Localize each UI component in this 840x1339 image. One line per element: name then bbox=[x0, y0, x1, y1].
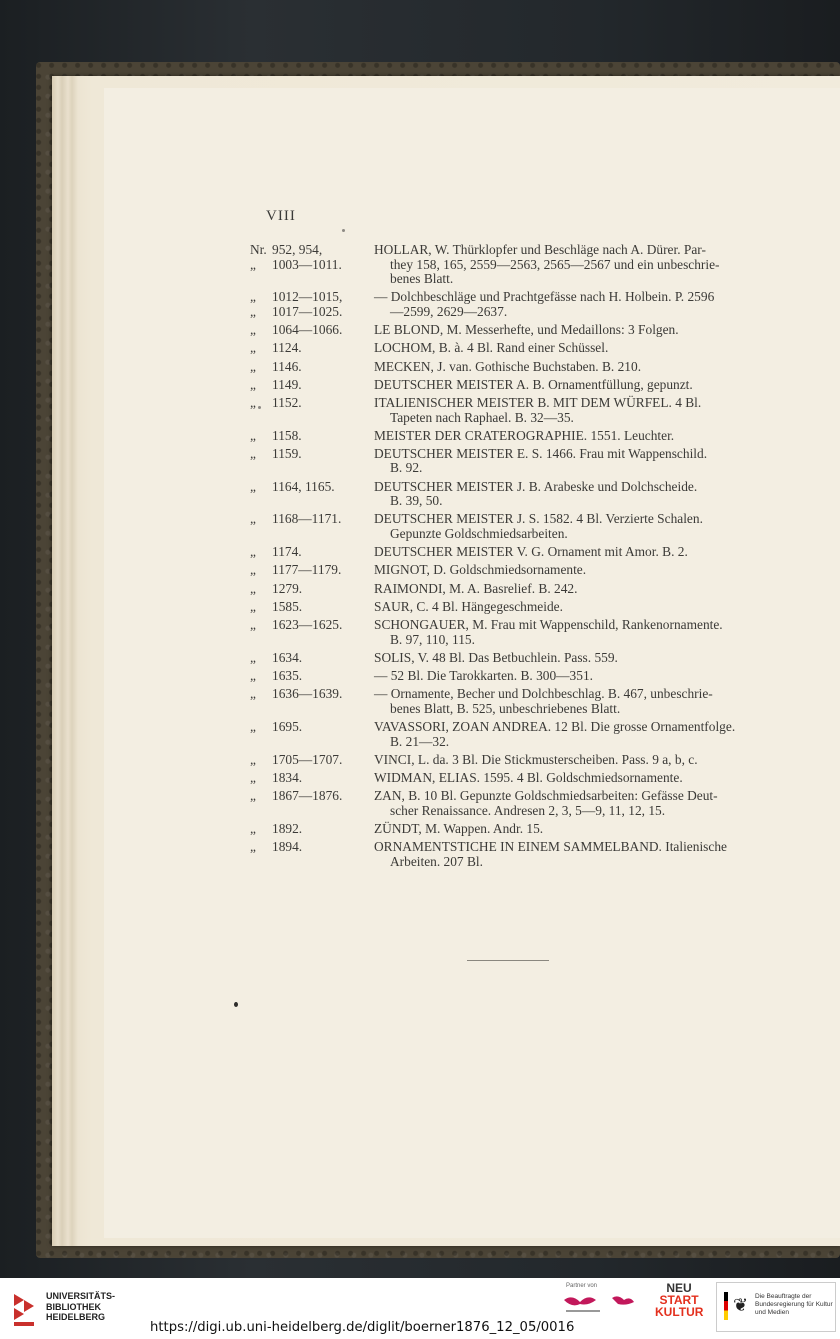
number-prefix: „ bbox=[250, 562, 256, 578]
description-line: —2599, 2629—2637. bbox=[390, 303, 508, 319]
catalog-entry bbox=[250, 396, 770, 425]
entry-numbers bbox=[250, 651, 374, 666]
entry-number-line bbox=[250, 323, 374, 338]
entry-number-line bbox=[250, 396, 374, 411]
entry-numbers bbox=[250, 563, 374, 578]
catalog-number: 1003—1011. bbox=[272, 256, 342, 272]
description-line: DEUTSCHER MEISTER J. S. 1582. 4 Bl. Verzierte Schalen. bbox=[374, 511, 703, 527]
description-line: DEUTSCHER MEISTER A. B. Ornamentfüllung, gepunzt. bbox=[374, 376, 693, 392]
entry-number-line bbox=[250, 447, 374, 462]
entry-numbers bbox=[250, 360, 374, 375]
entry-number-line bbox=[250, 789, 374, 804]
number-prefix: „ bbox=[250, 256, 256, 272]
entry-number-line bbox=[250, 360, 374, 375]
description-line: HOLLAR, W. Thürklopfer und Beschläge nach A. Dürer. Par- bbox=[374, 242, 706, 257]
catalog-number: 1152. bbox=[272, 394, 302, 410]
description-line: — Dolchbeschläge und Prachtgefässe nach H. Holbein. P. 2596 bbox=[374, 289, 715, 305]
entry-description bbox=[374, 618, 755, 647]
description-line: SOLIS, V. 48 Bl. Das Betbuchlein. Pass. 559. bbox=[374, 649, 618, 665]
number-prefix: „ bbox=[250, 616, 256, 632]
entry-numbers bbox=[250, 512, 374, 541]
entry-description bbox=[374, 687, 755, 716]
entry-numbers bbox=[250, 480, 374, 509]
entry-description bbox=[374, 771, 755, 786]
number-prefix: „ bbox=[250, 445, 256, 461]
catalog-entry bbox=[250, 840, 770, 869]
description-line: B. 21—32. bbox=[390, 733, 450, 749]
entry-description bbox=[374, 290, 755, 319]
university-library-logo-icon[interactable] bbox=[10, 1290, 38, 1330]
catalog-number: 1279. bbox=[272, 580, 303, 596]
description-line: MEISTER DER CRATEROGRAPHIE. 1551. Leuchter. bbox=[374, 427, 675, 443]
catalog-number: 1168—1171. bbox=[272, 511, 342, 527]
entry-numbers bbox=[250, 669, 374, 684]
catalog-entry bbox=[250, 323, 770, 338]
number-prefix: „ bbox=[250, 478, 256, 494]
entry-description bbox=[374, 563, 755, 578]
entry-numbers bbox=[250, 582, 374, 597]
catalog-number: 1834. bbox=[272, 769, 303, 785]
library-line: HEIDELBERG bbox=[46, 1312, 106, 1322]
number-prefix: „ bbox=[250, 686, 256, 702]
catalog-entry bbox=[250, 480, 770, 509]
ink-speck bbox=[342, 229, 345, 232]
entry-number-line bbox=[250, 687, 374, 702]
catalog-entry bbox=[250, 447, 770, 476]
catalog-entry bbox=[250, 822, 770, 837]
catalog-number: 1017—1025. bbox=[272, 303, 343, 319]
number-prefix: „ bbox=[250, 427, 256, 443]
number-prefix: Nr. bbox=[250, 242, 267, 257]
entry-description bbox=[374, 378, 755, 393]
number-prefix: „ bbox=[250, 598, 256, 614]
viewer-footer bbox=[0, 1278, 840, 1339]
catalog-entry bbox=[250, 618, 770, 647]
catalog-entry bbox=[250, 341, 770, 356]
catalog-number: 1623—1625. bbox=[272, 616, 343, 632]
description-line: MIGNOT, D. Goldschmiedsornamente. bbox=[374, 562, 587, 578]
catalog-number: 1634. bbox=[272, 649, 303, 665]
catalog-entry bbox=[250, 771, 770, 786]
catalog-number: 1705—1707. bbox=[272, 751, 343, 767]
number-prefix: „ bbox=[250, 376, 256, 392]
description-line: DEUTSCHER MEISTER J. B. Arabeske und Dolchscheide. bbox=[374, 478, 698, 494]
catalog-number: 1158. bbox=[272, 427, 302, 443]
catalog-entry bbox=[250, 563, 770, 578]
number-prefix: „ bbox=[250, 839, 256, 855]
entry-numbers bbox=[250, 378, 374, 393]
description-line: DEUTSCHER MEISTER E. S. 1466. Frau mit Wappenschild. bbox=[374, 445, 708, 461]
entry-number-line bbox=[250, 563, 374, 578]
entry-number-line bbox=[250, 582, 374, 597]
number-prefix: „ bbox=[250, 544, 256, 560]
entry-number-line bbox=[250, 771, 374, 786]
entry-number-line bbox=[250, 545, 374, 560]
catalog-number: 1149. bbox=[272, 376, 302, 392]
catalog-number: 1159. bbox=[272, 445, 302, 461]
catalog-entry bbox=[250, 669, 770, 684]
entry-description bbox=[374, 512, 755, 541]
number-prefix: „ bbox=[250, 718, 256, 734]
number-prefix: „ bbox=[250, 394, 256, 410]
entry-description bbox=[374, 447, 755, 476]
partner-label: Partner von bbox=[566, 1283, 598, 1289]
description-line: MECKEN, J. van. Gothische Buchstaben. B. 210. bbox=[374, 358, 642, 374]
number-prefix: „ bbox=[250, 358, 256, 374]
german-flag-icon bbox=[724, 1292, 728, 1320]
catalog-entry bbox=[250, 290, 770, 319]
catalog-entry bbox=[250, 545, 770, 560]
number-prefix: „ bbox=[250, 303, 256, 319]
catalog-entry bbox=[250, 582, 770, 597]
entry-description bbox=[374, 545, 755, 560]
entry-description bbox=[374, 669, 755, 684]
entry-numbers bbox=[250, 618, 374, 647]
description-line: Gepunzte Goldschmiedsarbeiten. bbox=[390, 526, 568, 542]
catalog-entry bbox=[250, 789, 770, 818]
entry-numbers bbox=[250, 323, 374, 338]
description-line: RAIMONDI, M. A. Basrelief. B. 242. bbox=[374, 580, 578, 596]
entry-number-line bbox=[250, 753, 374, 768]
number-prefix: „ bbox=[250, 511, 256, 527]
catalog-number: 1892. bbox=[272, 820, 303, 836]
description-line: Tapeten nach Raphael. B. 32—35. bbox=[390, 409, 574, 425]
catalog-entry bbox=[250, 243, 770, 287]
entry-description bbox=[374, 720, 755, 749]
entry-number-line bbox=[250, 651, 374, 666]
entry-number-line bbox=[250, 290, 374, 305]
description-line: they 158, 165, 2559—2563, 2565—2567 und ein unbeschrie- bbox=[390, 256, 720, 272]
entry-number-line bbox=[250, 720, 374, 735]
description-line: Arbeiten. 207 Bl. bbox=[390, 853, 483, 869]
partner-logo-icon[interactable] bbox=[562, 1292, 642, 1316]
entry-description bbox=[374, 600, 755, 615]
end-rule bbox=[467, 960, 549, 961]
entry-numbers bbox=[250, 687, 374, 716]
neustart-line: START bbox=[659, 1293, 699, 1307]
entry-numbers bbox=[250, 290, 374, 319]
catalog-number: 1585. bbox=[272, 598, 303, 614]
catalog-number: 1174. bbox=[272, 544, 302, 560]
description-line: benes Blatt, B. 525, unbeschriebenes Blatt. bbox=[390, 700, 621, 716]
entry-number-line bbox=[250, 243, 374, 258]
entry-number-line bbox=[250, 480, 374, 495]
entry-numbers bbox=[250, 447, 374, 476]
number-prefix: „ bbox=[250, 820, 256, 836]
ink-dot bbox=[234, 1002, 238, 1007]
entry-number-line bbox=[250, 341, 374, 356]
description-line: B. 92. bbox=[390, 460, 423, 476]
number-prefix: „ bbox=[250, 649, 256, 665]
neustart-kultur-logo[interactable] bbox=[655, 1282, 703, 1332]
catalog-entry bbox=[250, 720, 770, 749]
page-url[interactable]: https://digi.ub.uni-heidelberg.de/diglit/boerner1876_12_05/0016 bbox=[150, 1320, 575, 1335]
description-line: — Ornamente, Becher und Dolchbeschlag. B. 467, unbeschrie- bbox=[374, 686, 713, 702]
description-line: SCHONGAUER, M. Frau mit Wappenschild, Rankenornamente. bbox=[374, 616, 723, 632]
catalog-entry bbox=[250, 600, 770, 615]
entry-numbers bbox=[250, 840, 374, 869]
entry-number-line bbox=[250, 258, 374, 273]
number-prefix: „ bbox=[250, 340, 256, 356]
catalog-entry bbox=[250, 687, 770, 716]
ink-speck bbox=[258, 406, 261, 409]
library-line: BIBLIOTHEK bbox=[46, 1301, 101, 1312]
description-line: — 52 Bl. Die Tarokkarten. B. 300—351. bbox=[374, 667, 593, 683]
number-prefix: „ bbox=[250, 322, 256, 338]
entry-description bbox=[374, 753, 755, 768]
description-line: B. 39, 50. bbox=[390, 493, 443, 509]
description-line: WIDMAN, ELIAS. 1595. 4 Bl. Goldschmiedsornamente. bbox=[374, 769, 683, 785]
entry-numbers bbox=[250, 771, 374, 786]
description-line: LE BLOND, M. Messerhefte, und Medaillons: 3 Folgen. bbox=[374, 322, 679, 338]
catalog-number: 1012—1015, bbox=[272, 289, 343, 305]
description-line: DEUTSCHER MEISTER V. G. Ornament mit Amor. B. 2. bbox=[374, 544, 688, 560]
catalog-entries bbox=[250, 243, 770, 873]
catalog-number: 1635. bbox=[272, 667, 303, 683]
entry-numbers bbox=[250, 789, 374, 818]
number-prefix: „ bbox=[250, 289, 256, 305]
entry-numbers bbox=[250, 753, 374, 768]
entry-numbers bbox=[250, 720, 374, 749]
catalog-number: 1124. bbox=[272, 340, 302, 356]
description-line: benes Blatt. bbox=[390, 271, 454, 287]
entry-number-line bbox=[250, 669, 374, 684]
entry-numbers bbox=[250, 600, 374, 615]
catalog-entry bbox=[250, 429, 770, 444]
description-line: ORNAMENTSTICHE IN EINEM SAMMELBAND. Italienische bbox=[374, 839, 727, 855]
entry-number-line bbox=[250, 840, 374, 855]
entry-numbers bbox=[250, 822, 374, 837]
catalog-number: 1146. bbox=[272, 358, 302, 374]
entry-description bbox=[374, 651, 755, 666]
catalog-number: 952, 954, bbox=[272, 242, 323, 257]
entry-description bbox=[374, 243, 755, 287]
bkm-logo[interactable] bbox=[716, 1282, 836, 1332]
entry-numbers bbox=[250, 341, 374, 356]
entry-numbers bbox=[250, 396, 374, 425]
description-line: ITALIENISCHER MEISTER B. MIT DEM WÜRFEL. 4 Bl. bbox=[374, 394, 702, 410]
description-line: LOCHOM, B. à. 4 Bl. Rand einer Schüssel. bbox=[374, 340, 609, 356]
number-prefix: „ bbox=[250, 667, 256, 683]
description-line: VINCI, L. da. 3 Bl. Die Stickmusterscheiben. Pass. 9 a, b, c. bbox=[374, 751, 698, 767]
description-line: SAUR, C. 4 Bl. Hängegeschmeide. bbox=[374, 598, 563, 614]
catalog-entry bbox=[250, 360, 770, 375]
neustart-line: NEU bbox=[666, 1281, 692, 1295]
catalog-entry bbox=[250, 651, 770, 666]
catalog-entry bbox=[250, 378, 770, 393]
number-prefix: „ bbox=[250, 580, 256, 596]
bkm-label: Die Beauftragte der Bundesregierung für Kultur und Medien bbox=[755, 1293, 833, 1316]
entry-numbers bbox=[250, 243, 374, 287]
entry-description bbox=[374, 840, 755, 869]
description-line: ZÜNDT, M. Wappen. Andr. 15. bbox=[374, 820, 544, 836]
catalog-entry bbox=[250, 512, 770, 541]
entry-description bbox=[374, 341, 755, 356]
number-prefix: „ bbox=[250, 788, 256, 804]
entry-number-line bbox=[250, 429, 374, 444]
entry-description bbox=[374, 789, 755, 818]
catalog-number: 1064—1066. bbox=[272, 322, 343, 338]
description-line: B. 97, 110, 115. bbox=[390, 631, 475, 647]
entry-description bbox=[374, 323, 755, 338]
entry-number-line bbox=[250, 378, 374, 393]
entry-description bbox=[374, 429, 755, 444]
number-prefix: „ bbox=[250, 751, 256, 767]
university-library-name[interactable] bbox=[46, 1291, 115, 1323]
library-line: UNIVERSITÄTS- bbox=[46, 1291, 116, 1301]
entry-number-line bbox=[250, 600, 374, 615]
entry-description bbox=[374, 582, 755, 597]
entry-number-line bbox=[250, 512, 374, 527]
entry-description bbox=[374, 396, 755, 425]
entry-number-line bbox=[250, 822, 374, 837]
description-line: VAVASSORI, ZOAN ANDREA. 12 Bl. Die grosse Ornamentfolge. bbox=[374, 718, 736, 734]
description-line: scher Renaissance. Andresen 2, 3, 5—9, 11, 12, 15. bbox=[390, 802, 666, 818]
catalog-number: 1894. bbox=[272, 839, 303, 855]
entry-numbers bbox=[250, 545, 374, 560]
entry-number-line bbox=[250, 305, 374, 320]
number-prefix: „ bbox=[250, 769, 256, 785]
entry-description bbox=[374, 480, 755, 509]
catalog-number: 1164, 1165. bbox=[272, 478, 335, 494]
entry-numbers bbox=[250, 429, 374, 444]
neustart-line: KULTUR bbox=[655, 1305, 704, 1319]
entry-number-line bbox=[250, 618, 374, 633]
catalog-number: 1867—1876. bbox=[272, 788, 343, 804]
catalog-number: 1695. bbox=[272, 718, 303, 734]
catalog-number: 1636—1639. bbox=[272, 686, 343, 702]
federal-eagle-icon: ❦ bbox=[733, 1295, 749, 1315]
catalog-entry bbox=[250, 753, 770, 768]
page-number: VIII bbox=[266, 208, 296, 224]
description-line: ZAN, B. 10 Bl. Gepunzte Goldschmiedsarbeiten: Gefässe Deut- bbox=[374, 788, 718, 804]
catalog-number: 1177—1179. bbox=[272, 562, 342, 578]
entry-description bbox=[374, 360, 755, 375]
entry-description bbox=[374, 822, 755, 837]
